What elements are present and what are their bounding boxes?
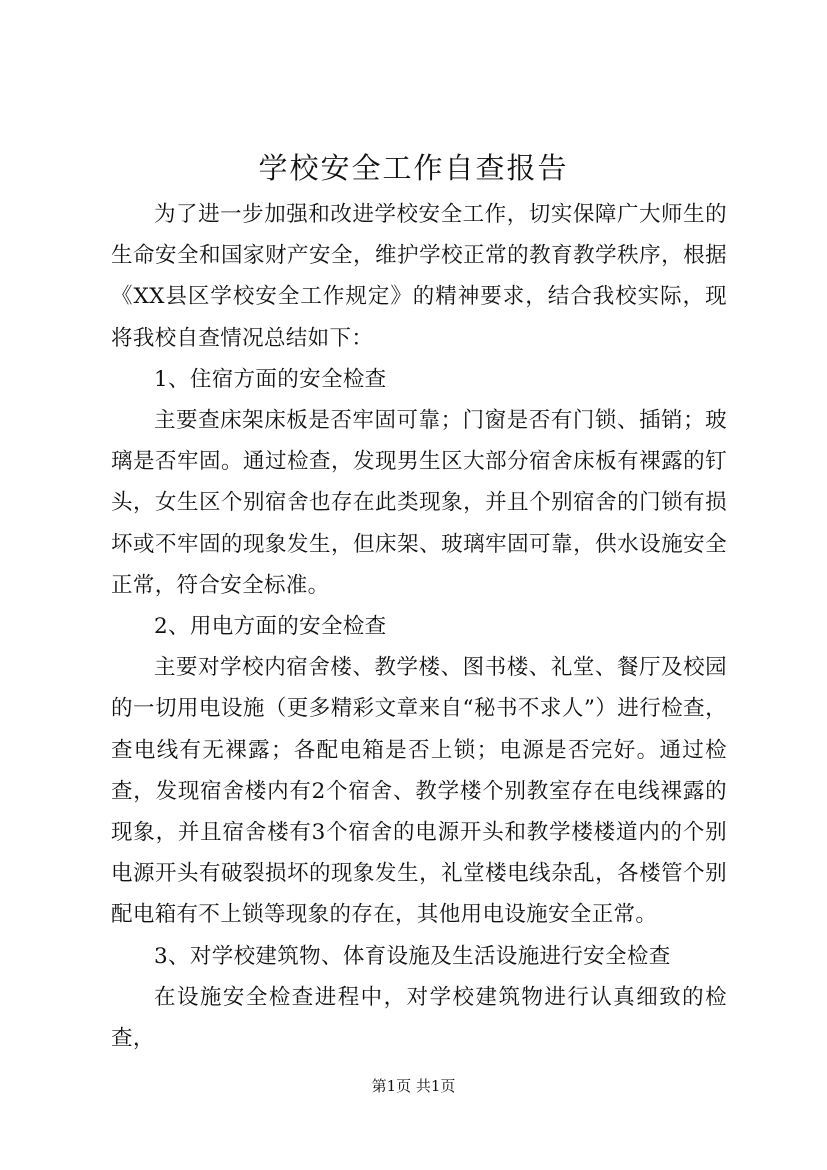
page-number-footer: 第1页 共1页 bbox=[371, 1077, 456, 1095]
intro-paragraph: 为了进一步加强和改进学校安全工作，切实保障广大师生的生命安全和国家财产安全，维护学校正常的教育教学秩序，根据《XX县区学校安全工作规定》的精神要求，结合我校实际，现将我校自查情况总结如下： bbox=[111, 202, 727, 351]
document-body bbox=[111, 194, 727, 1059]
section-heading-facilities: 3、对学校建筑物、体育设施及生活设施进行安全检查 bbox=[154, 943, 671, 969]
section-heading-electricity: 2、用电方面的安全检查 bbox=[154, 614, 387, 640]
section-heading-accommodation: 1、住宿方面的安全检查 bbox=[154, 366, 387, 392]
accommodation-paragraph: 主要查床架床板是否牢固可靠；门窗是否有门锁、插销；玻璃是否牢固。通过检查，发现男生区大部分宿舍床板有裸露的钉头，女生区个别宿舍也存在此类现象，并且个别宿舍的门锁有损坏或不牢固的现象发生，但床架、玻璃牢固可靠，供水设施安全正常，符合安全标准。 bbox=[111, 408, 727, 598]
electricity-paragraph: 主要对学校内宿舍楼、教学楼、图书楼、礼堂、餐厅及校园的一切用电设施（更多精彩文章来自“秘书不求人”）进行检查，查电线有无裸露；各配电箱是否上锁；电源是否完好。通过检查，发现宿舍楼内有2个宿舍、教学楼个别教室存在电线裸露的现象，并且宿舍楼有3个宿舍的电源开头和教学楼楼道内的个别电源开头有破裂损坏的现象发生，礼堂楼电线杂乱，各楼管个别配电箱有不上锁等现象的存在，其他用电设施安全正常。 bbox=[111, 655, 727, 928]
document-title: 学校安全工作自查报告 bbox=[258, 151, 569, 185]
facilities-paragraph: 在设施安全检查进程中，对学校建筑物进行认真细致的检查， bbox=[111, 984, 727, 1052]
